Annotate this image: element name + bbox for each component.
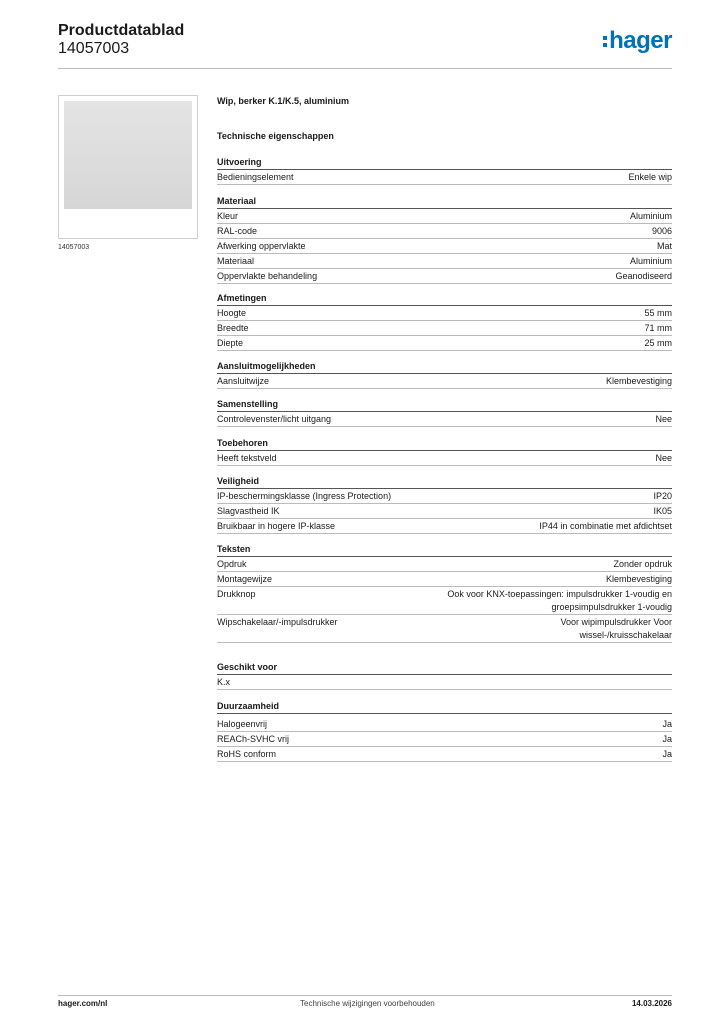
section-veiligheid [217, 475, 672, 534]
page-title: Productdatablad [58, 22, 185, 39]
row-value: Ja [662, 719, 672, 729]
table-row [217, 587, 672, 615]
row-value: Voor wipimpulsdrukker Voor wissel-/kruisschakelaar [560, 617, 672, 640]
row-value: Enkele wip [628, 172, 672, 182]
row-label: REACh-SVHC vrij [217, 734, 290, 744]
row-value: 9006 [651, 226, 672, 236]
row-value: Ja [662, 734, 672, 744]
table-row [217, 504, 672, 519]
section-materiaal [217, 195, 672, 284]
row-label: Halogeenvrij [217, 719, 268, 729]
row-label: Oppervlakte behandeling [217, 271, 318, 281]
rocker-switch-image [64, 101, 192, 209]
row-value: Geanodiseerd [615, 271, 672, 281]
product-code: 14057003 [58, 40, 130, 57]
row-value: Ook voor KNX-toepassingen: impulsdrukker 1-voudig en groepsimpulsdrukker 1-voudig [447, 589, 672, 612]
row-value: Nee [655, 453, 672, 463]
row-label: Heeft tekstveld [217, 453, 277, 463]
section-title: Toebehoren [217, 437, 672, 451]
product-name: Wip, berker K.1/K.5, aluminium [217, 96, 349, 106]
row-label: Controlevenster/licht uitgang [217, 414, 332, 424]
section-title: Geschikt voor [217, 661, 672, 675]
table-row [217, 747, 672, 762]
section-teksten [217, 543, 672, 643]
logo-dots-icon [603, 36, 607, 47]
header-divider [58, 68, 672, 69]
table-row [217, 336, 672, 351]
row-label: Hoogte [217, 308, 247, 318]
row-label: Drukknop [217, 589, 256, 599]
section-geschikt-voor [217, 661, 672, 690]
row-label: Wipschakelaar/-impulsdrukker [217, 617, 338, 627]
table-row [217, 321, 672, 336]
section-title: Veiligheid [217, 475, 672, 489]
table-row [217, 615, 672, 643]
section-uitvoering [217, 156, 672, 185]
section-title: Aansluitmogelijkheden [217, 360, 672, 374]
table-row [217, 451, 672, 466]
table-row [217, 209, 672, 224]
table-row [217, 224, 672, 239]
row-value: Ja [662, 749, 672, 759]
table-row [217, 717, 672, 732]
section-title: Samenstelling [217, 398, 672, 412]
row-label: Opdruk [217, 559, 247, 569]
row-value: Klembevestiging [605, 376, 672, 386]
hager-logo [603, 26, 672, 56]
table-row [217, 572, 672, 587]
row-value: IK05 [653, 506, 672, 516]
table-row [217, 239, 672, 254]
table-row [217, 489, 672, 504]
row-value: Klembevestiging [605, 574, 672, 584]
logo-wordmark: hager [609, 27, 672, 54]
table-row [217, 732, 672, 747]
footer-date: 14.03.2026 [631, 999, 672, 1008]
section-title: Duurzaamheid [217, 700, 672, 714]
row-label: Breedte [217, 323, 249, 333]
footer-disclaimer: Technische wijzigingen voorbehouden [300, 999, 435, 1008]
table-row [217, 675, 672, 690]
table-row [217, 170, 672, 185]
table-row [217, 557, 672, 572]
product-image [58, 95, 198, 239]
row-label: Materiaal [217, 256, 255, 266]
section-toebehoren [217, 437, 672, 466]
table-row [217, 269, 672, 284]
section-samenstelling [217, 398, 672, 427]
row-value: Aluminium [629, 211, 672, 221]
footer-divider [58, 995, 672, 996]
row-label: Slagvastheid IK [217, 506, 280, 516]
row-value: Zonder opdruk [613, 559, 672, 569]
row-value: IP44 in combinatie met afdichtset [539, 521, 672, 531]
section-title: Afmetingen [217, 292, 672, 306]
row-label: Afwerking oppervlakte [217, 241, 306, 251]
footer-website-link[interactable]: hager.com/nl [58, 999, 108, 1008]
section-duurzaamheid [217, 700, 672, 762]
row-label: Aansluitwijze [217, 376, 270, 386]
row-label: Kleur [217, 211, 239, 221]
section-title: Uitvoering [217, 156, 672, 170]
row-value: 25 mm [644, 338, 672, 348]
table-row [217, 412, 672, 427]
row-label: K.x [217, 677, 231, 687]
row-value: Mat [656, 241, 672, 251]
table-row [217, 306, 672, 321]
tech-heading: Technische eigenschappen [217, 131, 334, 141]
section-title: Materiaal [217, 195, 672, 209]
row-label: RAL-code [217, 226, 258, 236]
row-value: Aluminium [629, 256, 672, 266]
table-row [217, 254, 672, 269]
row-label: IP-beschermingsklasse (Ingress Protection) [217, 491, 392, 501]
row-label: RoHS conform [217, 749, 277, 759]
row-value: IP20 [653, 491, 672, 501]
image-caption: 14057003 [58, 244, 90, 251]
row-value: Nee [655, 414, 672, 424]
section-title: Teksten [217, 543, 672, 557]
section-afmetingen [217, 292, 672, 351]
row-label: Montagewijze [217, 574, 273, 584]
row-label: Bedieningselement [217, 172, 294, 182]
section-aansluitmogelijkheden [217, 360, 672, 389]
table-row [217, 519, 672, 534]
row-label: Diepte [217, 338, 244, 348]
row-value: 71 mm [644, 323, 672, 333]
table-row [217, 374, 672, 389]
row-label: Bruikbaar in hogere IP-klasse [217, 521, 336, 531]
row-value: 55 mm [644, 308, 672, 318]
